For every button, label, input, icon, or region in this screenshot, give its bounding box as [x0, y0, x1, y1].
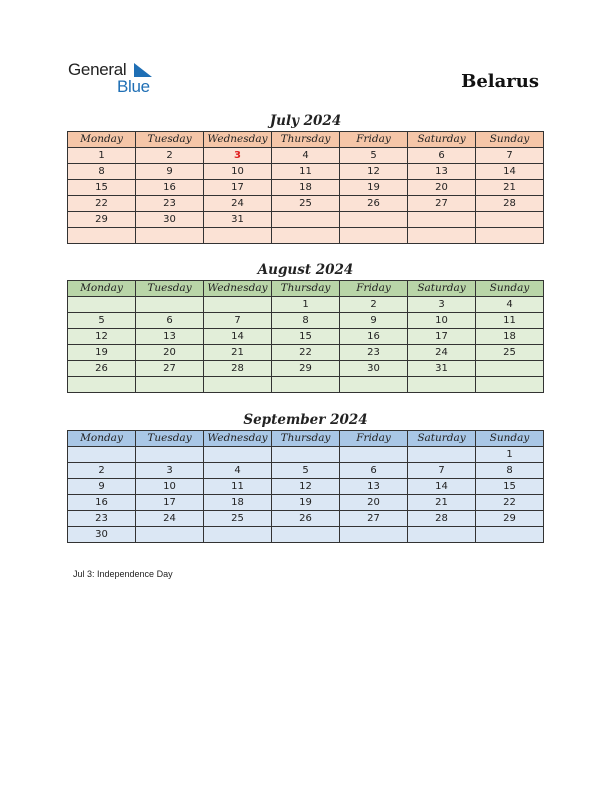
empty-day-cell [476, 212, 544, 228]
day-cell: 18 [272, 180, 340, 196]
day-cell: 25 [204, 511, 272, 527]
day-cell: 17 [136, 495, 204, 511]
day-cell: 16 [340, 329, 408, 345]
empty-day-cell [68, 297, 136, 313]
day-cell: 4 [476, 297, 544, 313]
weekday-header: Wednesday [204, 431, 272, 447]
weekday-header: Tuesday [136, 281, 204, 297]
day-cell: 1 [272, 297, 340, 313]
weekday-header-row [68, 281, 544, 297]
empty-day-cell [136, 377, 204, 393]
day-cell: 21 [408, 495, 476, 511]
weekday-header: Monday [68, 431, 136, 447]
day-cell: 26 [68, 361, 136, 377]
day-cell: 13 [136, 329, 204, 345]
day-cell: 30 [136, 212, 204, 228]
week-row [68, 361, 544, 377]
weekday-header: Saturday [408, 132, 476, 148]
empty-day-cell [340, 228, 408, 244]
week-row [68, 463, 544, 479]
day-cell: 21 [476, 180, 544, 196]
day-cell: 1 [476, 447, 544, 463]
day-cell: 9 [68, 479, 136, 495]
weekday-header: Saturday [408, 431, 476, 447]
empty-day-cell [272, 447, 340, 463]
weekday-header: Friday [340, 281, 408, 297]
day-cell: 28 [204, 361, 272, 377]
weekday-header: Monday [68, 132, 136, 148]
day-cell: 28 [408, 511, 476, 527]
month-title: July 2024 [269, 113, 342, 129]
day-cell: 27 [136, 361, 204, 377]
week-row [68, 527, 544, 543]
empty-day-cell [272, 527, 340, 543]
day-cell: 10 [136, 479, 204, 495]
calendar-table [67, 280, 544, 393]
day-cell: 19 [272, 495, 340, 511]
week-row [68, 511, 544, 527]
day-cell: 11 [272, 164, 340, 180]
country-title: Belarus [461, 71, 539, 92]
day-cell: 29 [68, 212, 136, 228]
week-row [68, 148, 544, 164]
logo-text-blue: Blue [117, 77, 150, 96]
week-row [68, 495, 544, 511]
week-row [68, 180, 544, 196]
day-cell: 5 [340, 148, 408, 164]
day-cell: 26 [340, 196, 408, 212]
day-cell: 3 [136, 463, 204, 479]
empty-day-cell [136, 297, 204, 313]
day-cell: 2 [68, 463, 136, 479]
day-cell: 30 [68, 527, 136, 543]
day-cell: 9 [136, 164, 204, 180]
week-row [68, 447, 544, 463]
day-cell: 14 [476, 164, 544, 180]
day-cell: 31 [204, 212, 272, 228]
day-cell: 15 [272, 329, 340, 345]
empty-day-cell [408, 228, 476, 244]
week-row [68, 212, 544, 228]
day-cell: 15 [68, 180, 136, 196]
weekday-header-row [68, 431, 544, 447]
day-cell: 1 [68, 148, 136, 164]
empty-day-cell [204, 527, 272, 543]
day-cell: 19 [68, 345, 136, 361]
day-cell: 20 [408, 180, 476, 196]
day-cell: 4 [272, 148, 340, 164]
month-block-september [67, 410, 544, 543]
weekday-header: Wednesday [204, 132, 272, 148]
holiday-notes [73, 569, 173, 579]
week-row [68, 377, 544, 393]
empty-day-cell [68, 228, 136, 244]
empty-day-cell [136, 447, 204, 463]
weekday-header: Thursday [272, 431, 340, 447]
empty-day-cell [340, 212, 408, 228]
brand-logo [68, 60, 178, 100]
day-cell: 22 [68, 196, 136, 212]
weekday-header: Sunday [476, 132, 544, 148]
day-cell: 12 [340, 164, 408, 180]
day-cell: 22 [272, 345, 340, 361]
weekday-header: Tuesday [136, 431, 204, 447]
day-cell: 3 [204, 148, 272, 164]
day-cell: 6 [408, 148, 476, 164]
day-cell: 6 [340, 463, 408, 479]
day-cell: 24 [204, 196, 272, 212]
empty-day-cell [340, 377, 408, 393]
day-cell: 23 [340, 345, 408, 361]
empty-day-cell [272, 377, 340, 393]
day-cell: 5 [272, 463, 340, 479]
logo-triangle-icon [132, 63, 152, 77]
week-row [68, 329, 544, 345]
calendar-table [67, 131, 544, 244]
empty-day-cell [136, 228, 204, 244]
day-cell: 5 [68, 313, 136, 329]
empty-day-cell [272, 212, 340, 228]
month-title: August 2024 [257, 262, 354, 278]
day-cell: 18 [204, 495, 272, 511]
empty-day-cell [476, 361, 544, 377]
day-cell: 15 [476, 479, 544, 495]
day-cell: 12 [68, 329, 136, 345]
day-cell: 18 [476, 329, 544, 345]
week-row [68, 313, 544, 329]
day-cell: 8 [476, 463, 544, 479]
day-cell: 7 [204, 313, 272, 329]
day-cell: 28 [476, 196, 544, 212]
day-cell: 24 [136, 511, 204, 527]
day-cell: 23 [68, 511, 136, 527]
day-cell: 2 [340, 297, 408, 313]
day-cell: 27 [340, 511, 408, 527]
day-cell: 13 [340, 479, 408, 495]
day-cell: 27 [408, 196, 476, 212]
day-cell: 14 [408, 479, 476, 495]
day-cell: 6 [136, 313, 204, 329]
day-cell: 13 [408, 164, 476, 180]
empty-day-cell [408, 527, 476, 543]
empty-day-cell [68, 447, 136, 463]
weekday-header: Friday [340, 132, 408, 148]
day-cell: 10 [204, 164, 272, 180]
day-cell: 10 [408, 313, 476, 329]
day-cell: 14 [204, 329, 272, 345]
empty-day-cell [408, 377, 476, 393]
week-row [68, 164, 544, 180]
day-cell: 29 [272, 361, 340, 377]
day-cell: 20 [136, 345, 204, 361]
week-row [68, 228, 544, 244]
empty-day-cell [340, 447, 408, 463]
day-cell: 7 [408, 463, 476, 479]
day-cell: 22 [476, 495, 544, 511]
weekday-header-row [68, 132, 544, 148]
day-cell: 25 [476, 345, 544, 361]
month-block-august [67, 260, 544, 393]
day-cell: 11 [476, 313, 544, 329]
weekday-header: Saturday [408, 281, 476, 297]
day-cell: 26 [272, 511, 340, 527]
holiday-note: Jul 3: Independence Day [73, 569, 173, 579]
empty-day-cell [204, 228, 272, 244]
day-cell: 25 [272, 196, 340, 212]
month-title: September 2024 [243, 412, 368, 428]
day-cell: 21 [204, 345, 272, 361]
day-cell: 16 [136, 180, 204, 196]
day-cell: 30 [340, 361, 408, 377]
day-cell: 9 [340, 313, 408, 329]
empty-day-cell [272, 228, 340, 244]
day-cell: 20 [340, 495, 408, 511]
weekday-header: Thursday [272, 132, 340, 148]
logo-text-general: General [68, 60, 127, 79]
day-cell: 8 [68, 164, 136, 180]
day-cell: 17 [204, 180, 272, 196]
empty-day-cell [340, 527, 408, 543]
day-cell: 3 [408, 297, 476, 313]
empty-day-cell [68, 377, 136, 393]
weekday-header: Sunday [476, 431, 544, 447]
day-cell: 17 [408, 329, 476, 345]
day-cell: 12 [272, 479, 340, 495]
week-row [68, 297, 544, 313]
day-cell: 16 [68, 495, 136, 511]
empty-day-cell [204, 447, 272, 463]
empty-day-cell [408, 447, 476, 463]
week-row [68, 345, 544, 361]
week-row [68, 196, 544, 212]
empty-day-cell [204, 377, 272, 393]
weekday-header: Friday [340, 431, 408, 447]
weekday-header: Wednesday [204, 281, 272, 297]
weekday-header: Sunday [476, 281, 544, 297]
day-cell: 29 [476, 511, 544, 527]
calendar-table [67, 430, 544, 543]
day-cell: 7 [476, 148, 544, 164]
empty-day-cell [408, 212, 476, 228]
empty-day-cell [204, 297, 272, 313]
empty-day-cell [476, 228, 544, 244]
day-cell: 24 [408, 345, 476, 361]
day-cell: 31 [408, 361, 476, 377]
day-cell: 4 [204, 463, 272, 479]
empty-day-cell [476, 377, 544, 393]
empty-day-cell [136, 527, 204, 543]
day-cell: 8 [272, 313, 340, 329]
week-row [68, 479, 544, 495]
day-cell: 23 [136, 196, 204, 212]
day-cell: 19 [340, 180, 408, 196]
weekday-header: Thursday [272, 281, 340, 297]
day-cell: 11 [204, 479, 272, 495]
day-cell: 2 [136, 148, 204, 164]
weekday-header: Tuesday [136, 132, 204, 148]
month-block-july [67, 111, 544, 244]
empty-day-cell [476, 527, 544, 543]
weekday-header: Monday [68, 281, 136, 297]
